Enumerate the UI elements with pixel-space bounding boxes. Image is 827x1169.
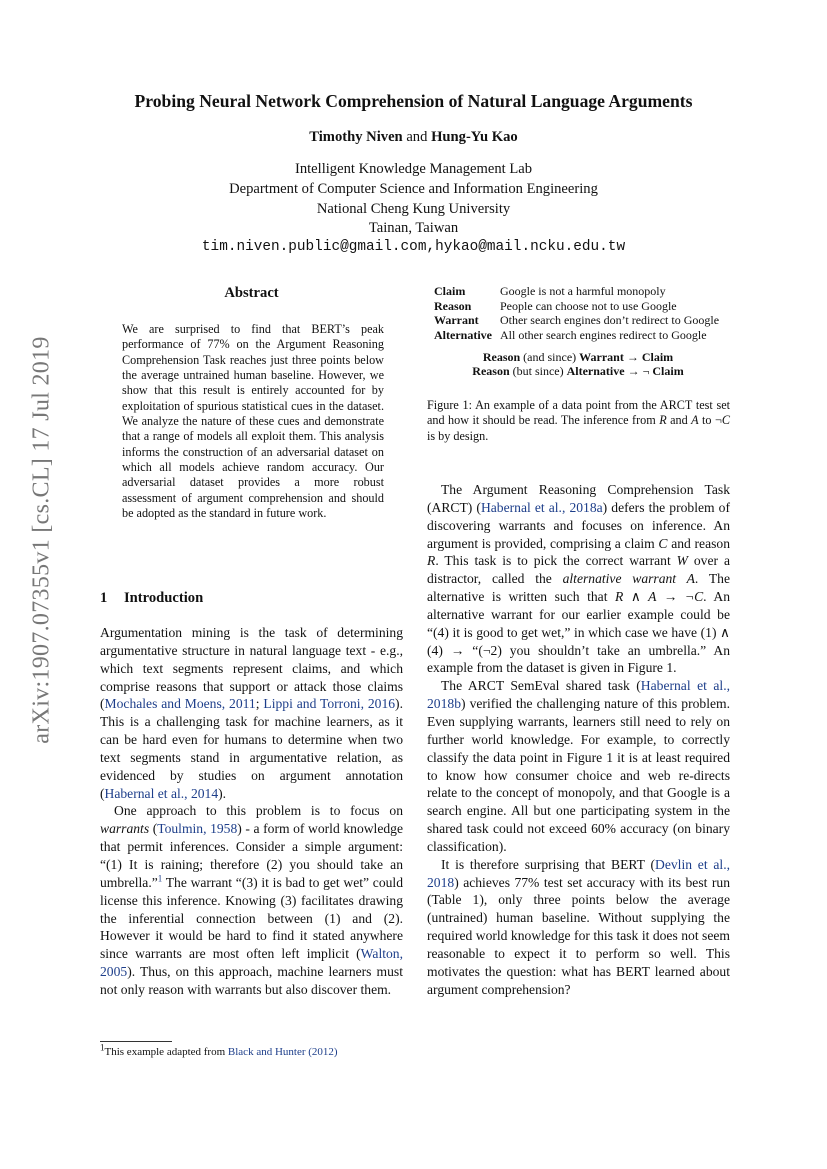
emphasis: warrants — [100, 821, 150, 837]
figure-1-table — [434, 284, 723, 342]
figure-row-claim — [434, 284, 723, 299]
text: ; — [255, 696, 264, 712]
inference-term: Reason — [472, 364, 510, 378]
inference-connector: (and since) — [523, 350, 577, 364]
footnote — [100, 1042, 338, 1058]
text: ). This is a challenging task for machine learners, as it can be hard even for humans to determine when two text segments stand in argumentative relation, as evidenced by studies on argument annotation ( — [100, 696, 403, 801]
inference-term: Claim — [641, 350, 674, 364]
left-column — [100, 624, 403, 999]
math: C — [658, 535, 668, 551]
author-and: and — [406, 129, 428, 145]
inference-arrow: → — [626, 350, 639, 364]
citation-link[interactable]: Habernal et al., 2014 — [104, 785, 219, 801]
text: ( — [149, 821, 158, 837]
author-emails: tim.niven.public@gmail.com,hykao@mail.ncku.edu.tw — [201, 239, 626, 255]
section-number: 1 — [100, 590, 108, 606]
text: and reason — [667, 535, 730, 551]
math: C — [721, 413, 730, 428]
inference-arrow: → ¬ — [627, 364, 650, 378]
row-key: Claim — [434, 284, 466, 298]
figure-row-warrant — [434, 313, 723, 328]
text: The Argument Reasoning Comprehension Task (ARCT) ( — [427, 482, 730, 515]
intro-paragraph-2 — [100, 802, 403, 998]
text: ). Thus, on this approach, machine learners must not only reason with warrants but also discover them. — [100, 964, 403, 997]
author-kao: Hung-Yu Kao — [431, 129, 518, 145]
right-paragraph-3 — [427, 856, 730, 999]
math: W — [676, 553, 688, 569]
author-line — [0, 129, 827, 146]
inference-term: Claim — [652, 364, 684, 378]
right-paragraph-1 — [427, 481, 730, 677]
row-value: Google is not a harmful monopoly — [499, 284, 666, 298]
figure-row-reason — [434, 299, 723, 314]
text: over a distractor, called the — [427, 553, 730, 587]
text: The ARCT SemEval shared task ( — [441, 678, 641, 694]
footnote-number: 1 — [100, 1042, 105, 1053]
inference-term: Warrant — [579, 350, 624, 364]
affiliation-department: Department of Computer Science and Information Engineering — [229, 181, 598, 197]
footnote-citation[interactable]: Black and Hunter (2012) — [227, 1046, 338, 1058]
section-heading — [100, 590, 203, 607]
affiliation-location: Tainan, Taiwan — [368, 220, 459, 236]
text: to ¬ — [698, 413, 722, 428]
text: ) - a form of world knowledge that permit inferences. Consider a simple argument: “(1) It is raining; therefore (2) you should take an umbrella.” — [100, 821, 403, 890]
citation-link[interactable]: Lippi and Torroni, 2016 — [263, 696, 396, 712]
text: The warrant “(3) it is bad to get wet” could license this inference. Knowing (3) facilitates drawing the inferential connection between (1) and (2). However it would be hard to find it stated anywhere since warrants are most often left implicit ( — [100, 874, 403, 962]
citation-link[interactable]: Mochales and Moens, 2011 — [104, 696, 256, 712]
figure-inference-1 — [420, 350, 736, 365]
figure-1-caption — [427, 398, 730, 444]
affiliation-lab: Intelligent Knowledge Management Lab — [294, 161, 533, 177]
citation-link[interactable]: Habernal et al., 2018b — [427, 678, 730, 712]
text: Argumentation mining is the task of determining argumentative structure in natural language text - e.g., which text segments represent claims, and which comprise reasons that support or attack those claims ( — [100, 625, 403, 712]
emphasis: alternative warrant A — [562, 571, 695, 587]
citation-link[interactable]: Toulmin, 1958 — [157, 821, 238, 837]
row-value: People can choose not to use Google — [499, 298, 677, 313]
citation-link[interactable]: Devlin et al., 2018 — [427, 856, 730, 890]
figure-row-alternative — [434, 328, 723, 343]
abstract-heading: Abstract — [224, 285, 279, 301]
row-key: Warrant — [434, 313, 479, 327]
text: . This task is to pick the correct warrant — [435, 553, 677, 569]
inference-term: Reason — [482, 350, 521, 364]
row-key: Alternative — [434, 327, 492, 342]
text: Figure 1: An example of a data point from the ARCT test set and how it should be read. The inference from — [427, 398, 730, 428]
right-paragraph-2 — [427, 677, 730, 855]
inference-connector: (but since) — [512, 364, 564, 378]
text: ) verified the challenging nature of this problem. Even supplying warrants, learners still need to rely on further world knowledge. For example, to correctly classify the data point in Figure 1 it is at least required to know how consumer choice and web re-directs relate to the concept of monopoly, and that Google is a search engine. All but one participating system in the shared task could not exceed 60% accuracy (on binary classification). — [427, 696, 730, 854]
text: ) defers the problem of discovering warrants and focuses on inference. An argument is provided, comprising a claim — [427, 499, 731, 551]
math: A — [691, 413, 699, 428]
citation-link[interactable]: Walton, 2005 — [100, 946, 403, 980]
math: R — [427, 553, 436, 569]
row-value: All other search engines redirect to Google — [499, 327, 707, 342]
paper-title: Probing Neural Network Comprehension of Natural Language Arguments — [134, 91, 693, 111]
text: is by design. — [427, 428, 489, 443]
text: One approach to this problem is to focus on — [114, 803, 403, 819]
footnote-rule — [100, 1041, 172, 1042]
math: R ∧ A → ¬C — [615, 589, 704, 605]
math: R — [659, 413, 667, 428]
text: It is therefore surprising that BERT ( — [441, 856, 656, 872]
row-key: Reason — [434, 298, 472, 313]
abstract-text: We are surprised to find that BERT’s peak performance of 77% on the Argument Reasoning Comprehension Task reaches just three points below the average untrained human baseline. However, we show that this result is entirely accounted for by exploitation of spurious statistical cues in the dataset. We analyze the nature of these cues and demonstrate that a range of models all exploit them. This analysis informs the construction of an adversarial dataset on which all models achieve random accuracy. Our adversarial dataset provides a more robust assessment of argument comprehension and should be adopted as the standard in future work. — [122, 322, 384, 521]
arxiv-stamp-text: arXiv:1907.07355v1 [cs.CL] 17 Jul 2019 — [28, 336, 55, 744]
row-value: Other search engines don’t redirect to Google — [499, 313, 720, 327]
intro-paragraph-1 — [100, 624, 403, 802]
right-column — [427, 481, 730, 998]
text: ). — [218, 785, 227, 801]
text: . An alternative warrant for our earlier example could be “(4) it is good to get wet,” in which case we have (1) ∧ (4) → “(¬2) you shouldn’t take an umbrella.” An example from the dataset is given in Figure 1. — [427, 589, 730, 676]
arxiv-stamp — [22, 230, 62, 850]
footnote-text: This example adapted from — [104, 1046, 228, 1058]
inference-term: Alternative — [566, 364, 625, 378]
citation-link[interactable]: Habernal et al., 2018a — [480, 499, 603, 515]
section-title: Introduction — [124, 590, 204, 606]
text: . The alternative is written such that — [427, 571, 730, 605]
affiliation-university: National Cheng Kung University — [316, 201, 511, 217]
text: ) achieves 77% test set accuracy with its best run (Table 1), only three points below the average (untrained) human baseline. Without supplying the required world knowledge for this task it does not seem reasonable to expect it to perform so well. This motivates the question: what has BERT learned about argument comprehension? — [427, 874, 730, 997]
footnote-marker[interactable]: 1 — [157, 873, 163, 884]
author-niven: Timothy Niven — [309, 129, 403, 145]
figure-inference-2 — [420, 364, 736, 379]
text: and — [666, 413, 692, 428]
